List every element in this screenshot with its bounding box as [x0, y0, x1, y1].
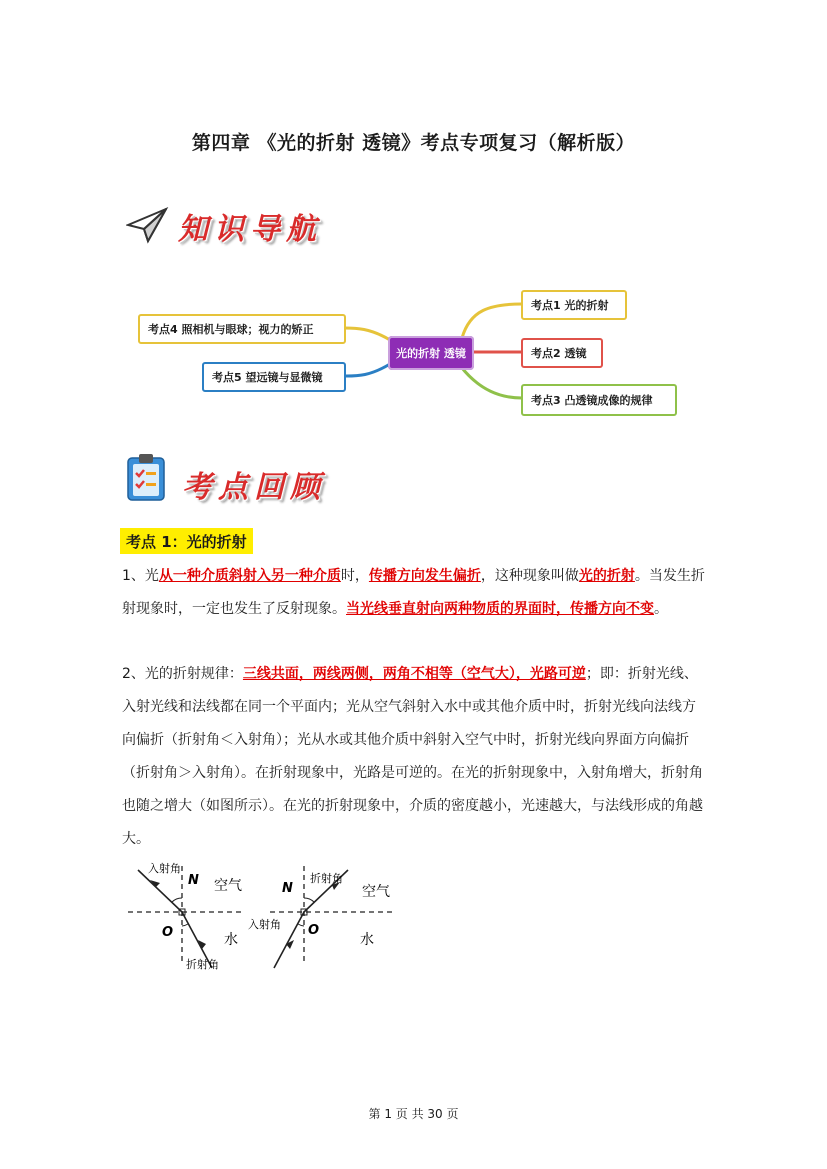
paper-plane-icon	[126, 205, 170, 245]
mindmap-node-kaodian4: 考点4 照相机与眼球；视力的矫正	[138, 314, 346, 344]
label-air: 空气	[214, 878, 242, 894]
label-incident-angle: 入射角	[148, 862, 181, 875]
highlight-text: 当光线垂直射向两种物质的界面时，传播方向不变	[346, 601, 654, 617]
label-water: 水	[360, 932, 374, 948]
paragraph-refraction-law	[122, 658, 707, 856]
label-origin: O	[308, 923, 320, 938]
text-run: ；即：折射光线、入射光线和法线都在同一个平面内；光从空气斜射入水中或其他介质中时，折射光线向法线方向偏折（折射角＜入射角）；光从水或其他介质中斜射入空气中时，折射光线向界面方向偏折（折射角＞入射角）。在折射现象中，光路是可逆的。在光的折射现象中，入射角增大，折射角也随之增大（如图所示）。在光的折射现象中，介质的密度越小，光速越大，与法线形成的角越大。	[122, 666, 703, 847]
text-run: 。	[654, 601, 668, 617]
label-refraction-angle: 折射角	[310, 872, 343, 885]
label-normal: N	[282, 881, 293, 896]
refraction-diagrams	[120, 856, 410, 976]
highlight-text: 传播方向发生偏折	[368, 568, 481, 584]
highlight-text: 光的折射	[578, 568, 635, 584]
clipboard-icon	[126, 453, 166, 501]
mindmap-node-kaodian2: 考点2 透镜	[521, 338, 603, 368]
mindmap-node-kaodian1: 考点1 光的折射	[521, 290, 627, 320]
document-title: 第四章 《光的折射 透镜》考点专项复习（解析版）	[191, 132, 636, 154]
highlight-text: 从一种介质斜射入另一种介质	[158, 568, 341, 584]
mindmap-center: 光的折射 透镜	[388, 336, 474, 370]
label-normal: N	[188, 873, 199, 888]
kaodian1-heading: 考点 1：光的折射	[120, 528, 253, 554]
label-origin: O	[162, 925, 174, 940]
mindmap-node-kaodian3: 考点3 凸透镜成像的规律	[521, 384, 677, 416]
text-run: ，这种现象叫做	[480, 568, 579, 584]
text-run: 2、光的折射规律：	[122, 666, 243, 682]
text-run: 1、光	[122, 568, 159, 584]
section-title-knowledge-nav: 知识导航	[178, 212, 322, 247]
section-title-review: 考点回顾	[182, 470, 326, 505]
label-incident-angle: 入射角	[248, 918, 281, 931]
text-run: 。当发生折射现象时，一定也发生了反射现象。	[122, 568, 705, 617]
text-run: 时，	[340, 568, 369, 584]
mindmap-node-kaodian5: 考点5 望远镜与显微镜	[202, 362, 346, 392]
highlight-text: 三线共面，两线两侧，两角不相等（空气大），光路可逆	[242, 666, 586, 682]
label-air: 空气	[362, 884, 390, 900]
label-water: 水	[224, 932, 238, 948]
mindmap	[130, 280, 690, 420]
label-refraction-angle: 折射角	[186, 958, 219, 971]
paragraph-refraction-definition	[122, 560, 707, 626]
refraction-figure	[120, 856, 410, 976]
page-footer: 第 1 页 共 30 页	[368, 1107, 459, 1121]
